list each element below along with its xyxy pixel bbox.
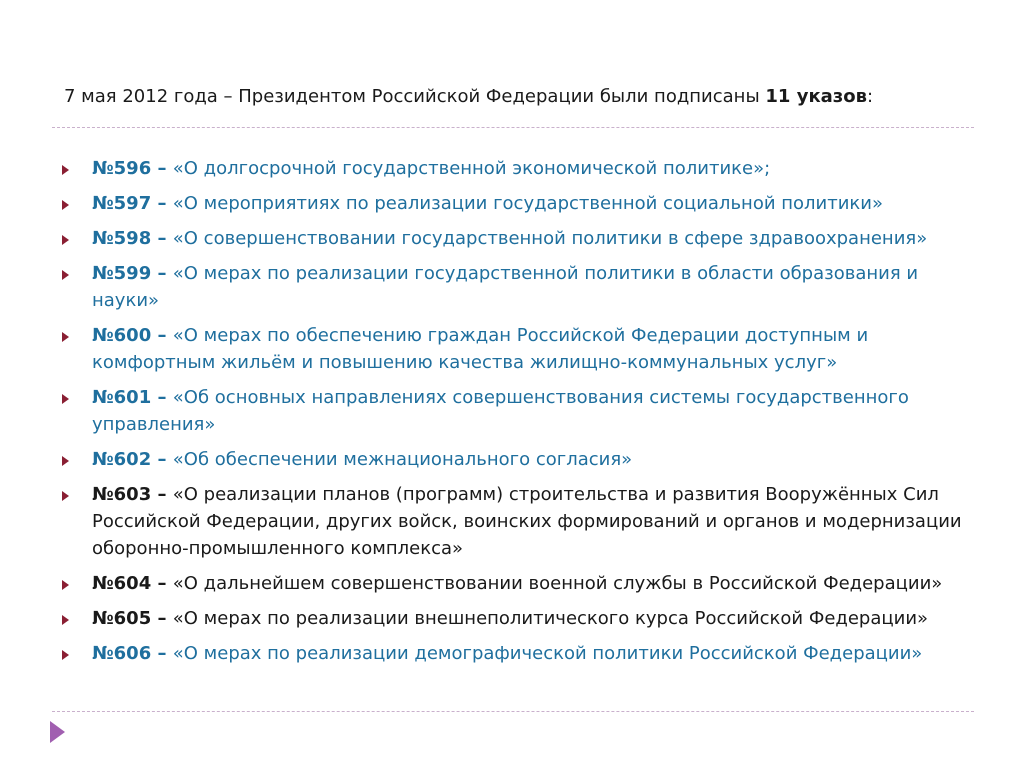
triangle-right-icon — [62, 580, 69, 590]
divider-top — [52, 127, 974, 128]
decree-number: №602 — [92, 449, 152, 470]
title-bold: 11 указов — [765, 86, 868, 107]
triangle-right-icon — [62, 394, 69, 404]
decree-dash: – — [151, 484, 173, 505]
list-item — [62, 384, 972, 438]
decree-number: №601 — [92, 387, 152, 408]
list-item — [62, 190, 972, 217]
decree-list — [62, 155, 972, 675]
list-item — [62, 155, 972, 182]
triangle-right-icon — [62, 615, 69, 625]
decree-dash: – — [151, 387, 173, 408]
decree-title: «Об основных направлениях совершенствования системы государственного управления» — [92, 387, 909, 435]
decree-number: №606 — [92, 643, 152, 664]
decree-number: №605 — [92, 608, 152, 629]
list-item — [62, 640, 972, 667]
list-item — [62, 570, 972, 597]
list-item — [62, 481, 972, 562]
decree-title: «О мерах по реализации внешнеполитического курса Российской Федерации» — [172, 608, 929, 629]
triangle-right-icon — [62, 270, 69, 280]
decree-number: №604 — [92, 573, 152, 594]
triangle-right-icon — [62, 650, 69, 660]
decree-dash: – — [151, 228, 173, 249]
decree-title: «О мерах по реализации государственной политики в области образования и науки» — [92, 263, 919, 311]
triangle-right-icon — [62, 200, 69, 210]
list-item — [62, 260, 972, 314]
decree-number: №597 — [92, 193, 152, 214]
decree-dash: – — [151, 608, 173, 629]
decree-dash: – — [151, 193, 173, 214]
decree-dash: – — [151, 643, 173, 664]
decree-title: «О мерах по реализации демографической политики Российской Федерации» — [172, 643, 923, 664]
title-suffix: : — [867, 86, 874, 107]
decree-dash: – — [151, 263, 173, 284]
triangle-right-icon — [62, 456, 69, 466]
triangle-right-icon — [62, 491, 69, 501]
decree-dash: – — [151, 158, 173, 179]
decree-title: «О мероприятиях по реализации государственной социальной политики» — [172, 193, 883, 214]
title-prefix: 7 мая 2012 года – Президентом Российской Федерации были подписаны — [64, 86, 766, 107]
decree-number: №599 — [92, 263, 152, 284]
decree-title: «О долгосрочной государственной экономической политике»; — [172, 158, 771, 179]
list-item — [62, 322, 972, 376]
divider-bottom — [52, 711, 974, 712]
decree-dash: – — [151, 573, 173, 594]
decree-title: «О мерах по обеспечению граждан Российской Федерации доступным и комфортным жильём и повышению качества жилищно-коммунальных услуг» — [92, 325, 869, 373]
decree-title: «О совершенствовании государственной политики в сфере здравоохранения» — [172, 228, 928, 249]
list-item — [62, 605, 972, 632]
list-item — [62, 225, 972, 252]
decree-dash: – — [151, 449, 173, 470]
page-title — [64, 84, 964, 110]
decree-dash: – — [151, 325, 173, 346]
decree-number: №598 — [92, 228, 152, 249]
decree-number: №603 — [92, 484, 152, 505]
play-arrow-icon[interactable] — [50, 721, 65, 743]
triangle-right-icon — [62, 165, 69, 175]
triangle-right-icon — [62, 332, 69, 342]
triangle-right-icon — [62, 235, 69, 245]
decree-title: «О реализации планов (программ) строительства и развития Вооружённых Сил Российской Федерации, других войск, воинских формирований и органов и модернизации оборонно-промышленного комплекса» — [92, 484, 962, 559]
list-item — [62, 446, 972, 473]
decree-title: «О дальнейшем совершенствовании военной службы в Российской Федерации» — [172, 573, 943, 594]
decree-number: №596 — [92, 158, 152, 179]
decree-number: №600 — [92, 325, 152, 346]
decree-title: «Об обеспечении межнационального согласия» — [172, 449, 633, 470]
